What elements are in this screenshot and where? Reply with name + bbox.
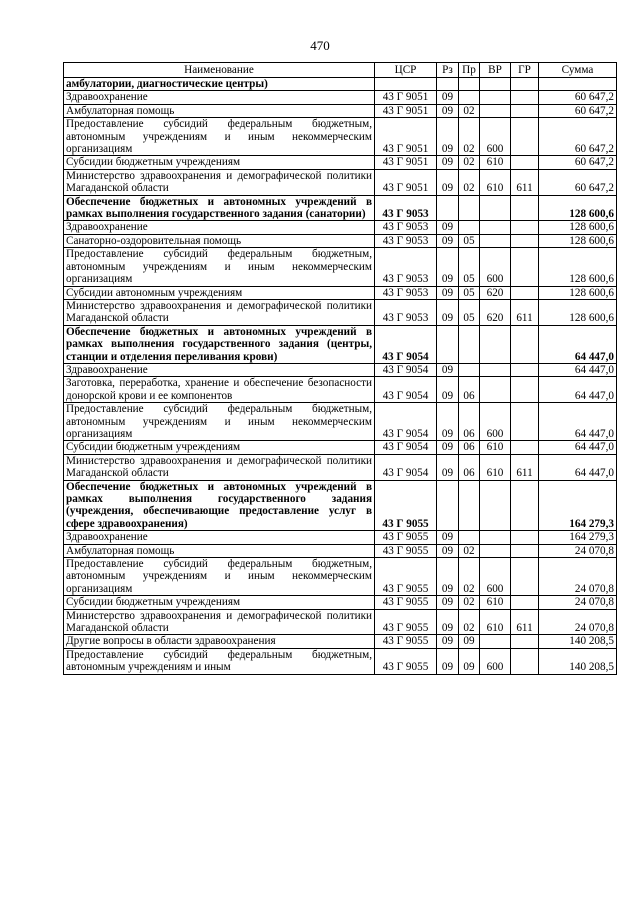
cell-vr: 610 (480, 169, 511, 195)
cell-pr (459, 363, 480, 376)
cell-csr: 43 Г 9055 (375, 635, 437, 648)
cell-gr (511, 286, 539, 299)
cell-vr (480, 104, 511, 117)
cell-sum: 24 070,8 (539, 558, 617, 596)
cell-csr: 43 Г 9051 (375, 156, 437, 169)
table-row (64, 363, 617, 376)
cell-vr: 610 (480, 454, 511, 480)
cell-rz: 09 (437, 169, 459, 195)
cell-csr: 43 Г 9055 (375, 531, 437, 544)
cell-pr: 05 (459, 248, 480, 286)
cell-sum: 60 647,2 (539, 169, 617, 195)
cell-csr: 43 Г 9054 (375, 377, 437, 403)
cell-pr (459, 480, 480, 531)
cell-vr (480, 325, 511, 363)
cell-name: Предоставление субсидий федеральным бюджетным, автономным учреждениям и иным некоммерческим организациям (64, 248, 375, 286)
cell-csr: 43 Г 9055 (375, 544, 437, 557)
table-row (64, 91, 617, 104)
cell-csr: 43 Г 9055 (375, 596, 437, 609)
table-row (64, 544, 617, 557)
cell-gr (511, 156, 539, 169)
cell-rz: 09 (437, 648, 459, 674)
cell-vr: 600 (480, 118, 511, 156)
cell-sum: 128 600,6 (539, 248, 617, 286)
cell-pr: 05 (459, 286, 480, 299)
cell-rz: 09 (437, 363, 459, 376)
cell-rz: 09 (437, 104, 459, 117)
table-row (64, 454, 617, 480)
table-row (64, 195, 617, 221)
cell-vr (480, 363, 511, 376)
header-csr: ЦСР (375, 63, 437, 78)
cell-gr (511, 195, 539, 221)
header-gr: ГР (511, 63, 539, 78)
cell-sum: 24 070,8 (539, 609, 617, 635)
cell-csr: 43 Г 9053 (375, 195, 437, 221)
table-row (64, 248, 617, 286)
table-row (64, 299, 617, 325)
cell-gr (511, 325, 539, 363)
cell-gr (511, 531, 539, 544)
cell-sum: 64 447,0 (539, 325, 617, 363)
table-row (64, 531, 617, 544)
cell-rz (437, 325, 459, 363)
cell-pr: 05 (459, 234, 480, 247)
cell-rz: 09 (437, 221, 459, 234)
table-row (64, 480, 617, 531)
cell-name: Предоставление субсидий федеральным бюджетным, автономным учреждениям и иным некоммерческим организациям (64, 403, 375, 441)
cell-rz: 09 (437, 234, 459, 247)
cell-gr (511, 544, 539, 557)
cell-sum: 128 600,6 (539, 195, 617, 221)
cell-name: Субсидии автономным учреждениям (64, 286, 375, 299)
cell-sum: 128 600,6 (539, 286, 617, 299)
cell-name: Обеспечение бюджетных и автономных учреждений в рамках выполнения государственного задания (учреждения, обеспечивающие предоставление услуг в сфере здравоохранения) (64, 480, 375, 531)
cell-csr: 43 Г 9054 (375, 403, 437, 441)
cell-csr: 43 Г 9054 (375, 454, 437, 480)
cell-pr: 09 (459, 648, 480, 674)
cell-pr: 02 (459, 169, 480, 195)
cell-rz: 09 (437, 403, 459, 441)
cell-rz: 09 (437, 441, 459, 454)
cell-name: Министерство здравоохранения и демографической политики Магаданской области (64, 609, 375, 635)
cell-csr: 43 Г 9051 (375, 118, 437, 156)
cell-csr: 43 Г 9054 (375, 325, 437, 363)
cell-vr (480, 91, 511, 104)
cell-csr: 43 Г 9053 (375, 286, 437, 299)
cell-gr (511, 648, 539, 674)
cell-gr (511, 234, 539, 247)
cell-sum: 60 647,2 (539, 91, 617, 104)
cell-gr: 611 (511, 299, 539, 325)
cell-rz: 09 (437, 286, 459, 299)
cell-pr (459, 221, 480, 234)
cell-sum (539, 78, 617, 91)
cell-pr (459, 91, 480, 104)
table-row (64, 648, 617, 674)
cell-name: Санаторно-оздоровительная помощь (64, 234, 375, 247)
cell-rz: 09 (437, 531, 459, 544)
cell-rz: 09 (437, 609, 459, 635)
cell-pr (459, 78, 480, 91)
cell-csr: 43 Г 9053 (375, 221, 437, 234)
cell-rz: 09 (437, 454, 459, 480)
cell-name: Субсидии бюджетным учреждениям (64, 596, 375, 609)
cell-sum: 64 447,0 (539, 377, 617, 403)
table-row (64, 635, 617, 648)
cell-rz (437, 195, 459, 221)
cell-vr: 600 (480, 248, 511, 286)
cell-csr (375, 78, 437, 91)
cell-name: Субсидии бюджетным учреждениям (64, 156, 375, 169)
cell-csr: 43 Г 9055 (375, 558, 437, 596)
table-row (64, 169, 617, 195)
cell-sum: 64 447,0 (539, 403, 617, 441)
cell-name: Здравоохранение (64, 221, 375, 234)
cell-pr: 02 (459, 156, 480, 169)
cell-pr: 06 (459, 441, 480, 454)
cell-vr: 610 (480, 596, 511, 609)
cell-pr: 02 (459, 596, 480, 609)
cell-vr: 610 (480, 156, 511, 169)
cell-name: Министерство здравоохранения и демографической политики Магаданской области (64, 299, 375, 325)
cell-rz: 09 (437, 248, 459, 286)
cell-csr: 43 Г 9053 (375, 299, 437, 325)
cell-csr: 43 Г 9051 (375, 104, 437, 117)
cell-sum: 128 600,6 (539, 299, 617, 325)
cell-name: Амбулаторная помощь (64, 544, 375, 557)
cell-vr (480, 78, 511, 91)
cell-csr: 43 Г 9054 (375, 363, 437, 376)
cell-gr (511, 480, 539, 531)
cell-vr: 600 (480, 558, 511, 596)
cell-pr: 02 (459, 544, 480, 557)
cell-rz: 09 (437, 596, 459, 609)
table-row (64, 104, 617, 117)
header-pr: Пр (459, 63, 480, 78)
cell-vr (480, 221, 511, 234)
cell-vr (480, 195, 511, 221)
cell-gr (511, 221, 539, 234)
cell-pr: 02 (459, 558, 480, 596)
cell-gr (511, 91, 539, 104)
cell-csr: 43 Г 9051 (375, 169, 437, 195)
cell-rz: 09 (437, 544, 459, 557)
cell-name: Здравоохранение (64, 363, 375, 376)
cell-rz: 09 (437, 156, 459, 169)
table-row (64, 403, 617, 441)
cell-pr: 05 (459, 299, 480, 325)
header-rz: Рз (437, 63, 459, 78)
cell-pr: 06 (459, 377, 480, 403)
cell-rz: 09 (437, 558, 459, 596)
cell-sum: 60 647,2 (539, 156, 617, 169)
cell-name: Обеспечение бюджетных и автономных учреждений в рамках выполнения государственного задания (санатории) (64, 195, 375, 221)
cell-rz (437, 78, 459, 91)
cell-name: Министерство здравоохранения и демографической политики Магаданской области (64, 169, 375, 195)
cell-pr: 06 (459, 454, 480, 480)
cell-vr: 610 (480, 609, 511, 635)
header-vr: ВР (480, 63, 511, 78)
table-header-row (64, 63, 617, 78)
cell-csr: 43 Г 9055 (375, 480, 437, 531)
table-row (64, 286, 617, 299)
cell-vr (480, 234, 511, 247)
cell-sum: 128 600,6 (539, 234, 617, 247)
cell-sum: 140 208,5 (539, 648, 617, 674)
cell-vr: 600 (480, 648, 511, 674)
cell-gr (511, 441, 539, 454)
table-row (64, 558, 617, 596)
cell-csr: 43 Г 9053 (375, 248, 437, 286)
cell-rz: 09 (437, 118, 459, 156)
cell-csr: 43 Г 9053 (375, 234, 437, 247)
cell-name: Министерство здравоохранения и демографической политики Магаданской области (64, 454, 375, 480)
cell-sum: 64 447,0 (539, 454, 617, 480)
cell-sum: 60 647,2 (539, 118, 617, 156)
cell-rz (437, 480, 459, 531)
cell-pr (459, 325, 480, 363)
cell-rz: 09 (437, 377, 459, 403)
table-row (64, 78, 617, 91)
cell-rz: 09 (437, 91, 459, 104)
page-number: 470 (310, 38, 330, 53)
cell-vr (480, 544, 511, 557)
table-row (64, 377, 617, 403)
cell-name: амбулатории, диагностические центры) (64, 78, 375, 91)
cell-pr: 02 (459, 609, 480, 635)
cell-gr: 611 (511, 454, 539, 480)
cell-gr (511, 377, 539, 403)
cell-sum: 128 600,6 (539, 221, 617, 234)
cell-pr (459, 195, 480, 221)
cell-pr: 02 (459, 104, 480, 117)
cell-name: Другие вопросы в области здравоохранения (64, 635, 375, 648)
cell-csr: 43 Г 9051 (375, 91, 437, 104)
table-row (64, 596, 617, 609)
cell-name: Здравоохранение (64, 531, 375, 544)
cell-sum: 164 279,3 (539, 480, 617, 531)
cell-name: Предоставление субсидий федеральным бюджетным, автономным учреждениям и иным (64, 648, 375, 674)
cell-pr: 09 (459, 635, 480, 648)
cell-gr: 611 (511, 169, 539, 195)
table-row (64, 609, 617, 635)
cell-name: Амбулаторная помощь (64, 104, 375, 117)
cell-name: Заготовка, переработка, хранение и обеспечение безопасности донорской крови и ее компонентов (64, 377, 375, 403)
cell-gr (511, 635, 539, 648)
cell-vr (480, 377, 511, 403)
budget-table (63, 62, 617, 675)
table-row (64, 118, 617, 156)
cell-pr: 06 (459, 403, 480, 441)
cell-sum: 60 647,2 (539, 104, 617, 117)
cell-gr (511, 558, 539, 596)
table-row (64, 441, 617, 454)
cell-sum: 164 279,3 (539, 531, 617, 544)
cell-gr: 611 (511, 609, 539, 635)
cell-gr (511, 596, 539, 609)
cell-pr: 02 (459, 118, 480, 156)
cell-gr (511, 118, 539, 156)
header-sum: Сумма (539, 63, 617, 78)
table-row (64, 234, 617, 247)
cell-vr (480, 531, 511, 544)
cell-csr: 43 Г 9055 (375, 648, 437, 674)
cell-csr: 43 Г 9054 (375, 441, 437, 454)
cell-vr: 620 (480, 286, 511, 299)
cell-sum: 140 208,5 (539, 635, 617, 648)
cell-vr (480, 635, 511, 648)
cell-rz: 09 (437, 635, 459, 648)
cell-vr: 610 (480, 441, 511, 454)
table-row (64, 156, 617, 169)
cell-gr (511, 363, 539, 376)
cell-sum: 24 070,8 (539, 596, 617, 609)
cell-rz: 09 (437, 299, 459, 325)
table-row (64, 325, 617, 363)
cell-pr (459, 531, 480, 544)
cell-name: Предоставление субсидий федеральным бюджетным, автономным учреждениям и иным некоммерческим организациям (64, 558, 375, 596)
cell-sum: 64 447,0 (539, 441, 617, 454)
cell-gr (511, 78, 539, 91)
cell-sum: 64 447,0 (539, 363, 617, 376)
cell-vr: 620 (480, 299, 511, 325)
cell-name: Субсидии бюджетным учреждениям (64, 441, 375, 454)
cell-gr (511, 248, 539, 286)
cell-name: Обеспечение бюджетных и автономных учреждений в рамках выполнения государственного задания (центры, станции и отделения переливания крови) (64, 325, 375, 363)
cell-csr: 43 Г 9055 (375, 609, 437, 635)
cell-vr: 600 (480, 403, 511, 441)
cell-name: Предоставление субсидий федеральным бюджетным, автономным учреждениям и иным некоммерческим организациям (64, 118, 375, 156)
cell-name: Здравоохранение (64, 91, 375, 104)
header-name: Наименование (64, 63, 375, 78)
cell-gr (511, 104, 539, 117)
cell-vr (480, 480, 511, 531)
table-row (64, 221, 617, 234)
cell-sum: 24 070,8 (539, 544, 617, 557)
cell-gr (511, 403, 539, 441)
